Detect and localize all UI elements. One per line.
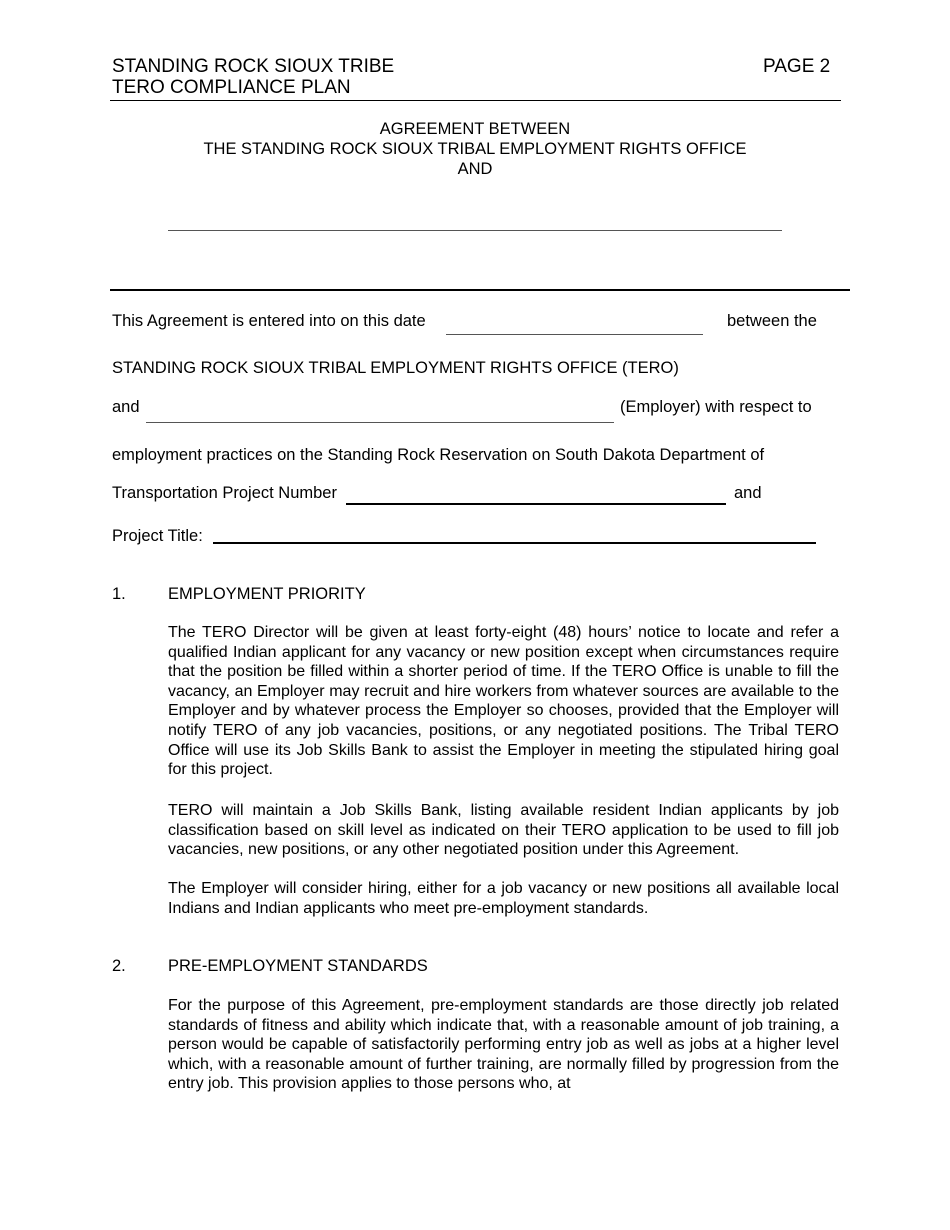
title-line1: AGREEMENT BETWEEN (379, 120, 571, 138)
practices-line: employment practices on the Standing Rock Reservation on South Dakota Department of (112, 446, 765, 464)
project-number-label: Transportation Project Number (112, 484, 337, 502)
title-line2: THE STANDING ROCK SIOUX TRIBAL EMPLOYMENT RIGHTS OFFICE (203, 140, 747, 158)
employer-suffix: (Employer) with respect to (620, 398, 812, 416)
employer-blank[interactable] (146, 422, 614, 423)
project-number-blank[interactable] (346, 503, 726, 505)
party-name-blank[interactable] (168, 230, 782, 231)
section-2-paragraph-1: For the purpose of this Agreement, pre-employment standards are those directly job related standards of fitness and ability which indicate that, with a reasonable amount of job training, a person would be capable of satisfactorily performing entry job as well as jobs at a higher level which, with a reasonable amount of further training, are normally filled by progression from the entry job. This provision applies to those persons who, at (168, 997, 839, 1093)
intro-suffix: between the (727, 312, 817, 330)
section-1-heading: EMPLOYMENT PRIORITY (168, 585, 366, 603)
project-title-label: Project Title: (112, 527, 203, 545)
and-prefix: and (112, 398, 140, 416)
date-blank[interactable] (446, 334, 703, 335)
header-org-line2: TERO COMPLIANCE PLAN (112, 77, 351, 98)
section-1-number: 1. (112, 585, 126, 603)
project-number-suffix: and (734, 484, 762, 502)
section-1-paragraph-2: TERO will maintain a Job Skills Bank, listing available resident Indian applicants by job classification based on skill level as indicated on their TERO application to be used to fill job vacancies, new positions, or any other negotiated position under this Agreement. (168, 802, 839, 859)
project-title-blank[interactable] (213, 542, 816, 544)
header-divider (110, 100, 841, 101)
header-org-line1: STANDING ROCK SIOUX TRIBE (112, 56, 395, 77)
office-name: STANDING ROCK SIOUX TRIBAL EMPLOYMENT RIGHTS OFFICE (TERO) (112, 359, 679, 377)
section-divider (110, 289, 850, 291)
section-1-paragraph-3: The Employer will consider hiring, either for a job vacancy or new positions all available local Indians and Indian applicants who meet pre-employment standards. (168, 880, 839, 917)
intro-prefix: This Agreement is entered into on this date (112, 312, 426, 330)
section-1-paragraph-1: The TERO Director will be given at least forty-eight (48) hours’ notice to locate and refer a qualified Indian applicant for any vacancy or new position except when circumstances require that the position be filled within a shorter period of time. If the TERO Office is unable to fill the vacancy, an Employer may recruit and hire workers from whatever sources are available to the Employer and by whatever process the Employer so chooses, provided that the Employer will notify TERO of any job vacancies, positions, or any negotiated positions. The Tribal TERO Office will use its Job Skills Bank to assist the Employer in meeting the stipulated hiring goal for this project. (168, 624, 839, 779)
section-2-heading: PRE-EMPLOYMENT STANDARDS (168, 957, 428, 975)
section-2-number: 2. (112, 957, 126, 975)
page-number: PAGE 2 (763, 56, 831, 77)
title-line3: AND (457, 160, 493, 178)
